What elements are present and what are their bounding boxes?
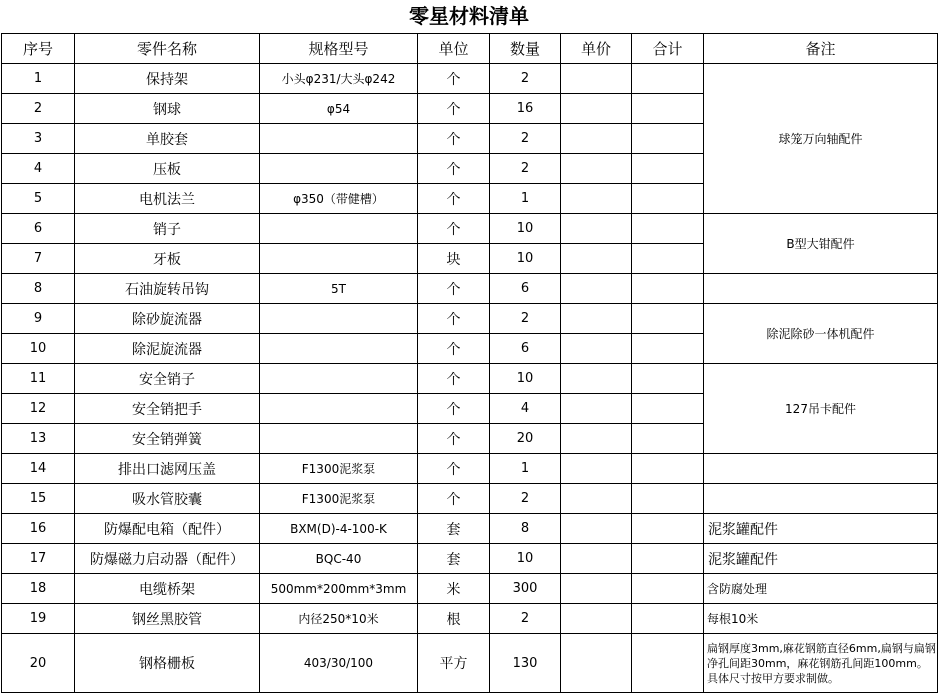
- cell-name[interactable]: 安全销弹簧: [75, 424, 260, 454]
- cell-unit[interactable]: 个: [418, 334, 490, 364]
- cell-seq[interactable]: 11: [2, 364, 75, 394]
- table-row: [2, 304, 938, 334]
- cell-total[interactable]: [632, 154, 704, 184]
- cell-unit[interactable]: 个: [418, 304, 490, 334]
- cell-name[interactable]: 电缆桥架: [75, 574, 260, 604]
- cell-price[interactable]: [561, 484, 632, 514]
- cell-price[interactable]: [561, 454, 632, 484]
- cell-spec[interactable]: 内径250*10米: [260, 604, 418, 634]
- cell-qty[interactable]: 2: [490, 64, 561, 94]
- cell-spec[interactable]: [260, 244, 418, 274]
- table-row: [2, 544, 938, 574]
- cell-price[interactable]: [561, 574, 632, 604]
- cell-name[interactable]: 钢格栅板: [75, 634, 260, 693]
- cell-unit[interactable]: 个: [418, 124, 490, 154]
- cell-qty[interactable]: 6: [490, 274, 561, 304]
- cell-unit[interactable]: 个: [418, 454, 490, 484]
- cell-seq[interactable]: 7: [2, 244, 75, 274]
- cell-price[interactable]: [561, 64, 632, 94]
- cell-price[interactable]: [561, 304, 632, 334]
- header-total[interactable]: 合计: [632, 34, 704, 64]
- cell-name[interactable]: 钢丝黑胶管: [75, 604, 260, 634]
- cell-seq[interactable]: 4: [2, 154, 75, 184]
- cell-total[interactable]: [632, 184, 704, 214]
- cell-price[interactable]: [561, 514, 632, 544]
- cell-qty[interactable]: 2: [490, 484, 561, 514]
- cell-total[interactable]: [632, 304, 704, 334]
- cell-unit[interactable]: 个: [418, 394, 490, 424]
- cell-note[interactable]: [704, 454, 938, 484]
- cell-qty[interactable]: 300: [490, 574, 561, 604]
- cell-qty[interactable]: 10: [490, 244, 561, 274]
- cell-total[interactable]: [632, 604, 704, 634]
- cell-unit[interactable]: 个: [418, 214, 490, 244]
- cell-unit[interactable]: 平方: [418, 634, 490, 693]
- cell-unit[interactable]: 块: [418, 244, 490, 274]
- cell-total[interactable]: [632, 94, 704, 124]
- cell-name[interactable]: 销子: [75, 214, 260, 244]
- cell-spec[interactable]: [260, 154, 418, 184]
- cell-seq[interactable]: 5: [2, 184, 75, 214]
- cell-total[interactable]: [632, 514, 704, 544]
- table-row: [2, 514, 938, 544]
- cell-price[interactable]: [561, 124, 632, 154]
- cell-note[interactable]: [704, 274, 938, 304]
- cell-note-group-4[interactable]: 127吊卡配件: [704, 364, 938, 454]
- cell-note-group-1[interactable]: 球笼万向轴配件: [704, 64, 938, 214]
- cell-name[interactable]: 安全销子: [75, 364, 260, 394]
- cell-note[interactable]: 含防腐处理: [704, 574, 938, 604]
- cell-total[interactable]: [632, 244, 704, 274]
- cell-price[interactable]: [561, 364, 632, 394]
- cell-qty[interactable]: 8: [490, 514, 561, 544]
- cell-qty[interactable]: 10: [490, 364, 561, 394]
- table-row: [2, 214, 938, 244]
- header-note[interactable]: 备注: [704, 34, 938, 64]
- cell-unit[interactable]: 个: [418, 94, 490, 124]
- cell-unit[interactable]: 个: [418, 274, 490, 304]
- cell-unit[interactable]: 套: [418, 544, 490, 574]
- cell-name[interactable]: 防爆配电箱（配件）: [75, 514, 260, 544]
- cell-spec[interactable]: [260, 124, 418, 154]
- cell-seq[interactable]: 17: [2, 544, 75, 574]
- cell-note-group-3[interactable]: 除泥除砂一体机配件: [704, 304, 938, 364]
- header-qty[interactable]: 数量: [490, 34, 561, 64]
- cell-price[interactable]: [561, 424, 632, 454]
- cell-seq[interactable]: 8: [2, 274, 75, 304]
- cell-note[interactable]: 每根10米: [704, 604, 938, 634]
- cell-seq[interactable]: 19: [2, 604, 75, 634]
- cell-name[interactable]: 除泥旋流器: [75, 334, 260, 364]
- cell-qty[interactable]: 2: [490, 604, 561, 634]
- cell-note[interactable]: 扁钢厚度3mm,麻花钢筋直径6mm,扁钢与扁钢净孔间距30mm，麻花钢筋孔间距100mm。具体尺寸按甲方要求制做。: [704, 634, 938, 693]
- cell-name[interactable]: 牙板: [75, 244, 260, 274]
- cell-spec[interactable]: φ350（带健槽）: [260, 184, 418, 214]
- cell-spec[interactable]: F1300泥浆泵: [260, 454, 418, 484]
- cell-total[interactable]: [632, 574, 704, 604]
- cell-name[interactable]: 安全销把手: [75, 394, 260, 424]
- cell-spec[interactable]: BXM(D)-4-100-K: [260, 514, 418, 544]
- header-name[interactable]: 零件名称: [75, 34, 260, 64]
- cell-unit[interactable]: 个: [418, 184, 490, 214]
- cell-total[interactable]: [632, 484, 704, 514]
- cell-qty[interactable]: 130: [490, 634, 561, 693]
- cell-unit[interactable]: 根: [418, 604, 490, 634]
- cell-total[interactable]: [632, 124, 704, 154]
- cell-note[interactable]: [704, 484, 938, 514]
- cell-total[interactable]: [632, 544, 704, 574]
- cell-seq[interactable]: 6: [2, 214, 75, 244]
- cell-name[interactable]: 石油旋转吊钩: [75, 274, 260, 304]
- table-row: [2, 454, 938, 484]
- cell-price[interactable]: [561, 244, 632, 274]
- cell-seq[interactable]: 12: [2, 394, 75, 424]
- cell-spec[interactable]: [260, 304, 418, 334]
- cell-qty[interactable]: 6: [490, 334, 561, 364]
- table-row: [2, 574, 938, 604]
- cell-total[interactable]: [632, 454, 704, 484]
- cell-qty[interactable]: 4: [490, 394, 561, 424]
- cell-name[interactable]: 钢球: [75, 94, 260, 124]
- cell-spec[interactable]: 5T: [260, 274, 418, 304]
- header-seq[interactable]: 序号: [2, 34, 75, 64]
- cell-seq[interactable]: 9: [2, 304, 75, 334]
- cell-spec[interactable]: 500mm*200mm*3mm: [260, 574, 418, 604]
- sheet-title: 零星材料清单: [409, 4, 529, 28]
- table-row: [2, 364, 938, 394]
- cell-price[interactable]: [561, 394, 632, 424]
- cell-note[interactable]: 泥浆罐配件: [704, 514, 938, 544]
- cell-total[interactable]: [632, 424, 704, 454]
- cell-name[interactable]: 除砂旋流器: [75, 304, 260, 334]
- cell-spec[interactable]: [260, 424, 418, 454]
- cell-total[interactable]: [632, 214, 704, 244]
- cell-unit[interactable]: 个: [418, 364, 490, 394]
- cell-qty[interactable]: 16: [490, 94, 561, 124]
- cell-price[interactable]: [561, 94, 632, 124]
- cell-note[interactable]: 泥浆罐配件: [704, 544, 938, 574]
- cell-name[interactable]: 单胶套: [75, 124, 260, 154]
- cell-seq[interactable]: 1: [2, 64, 75, 94]
- cell-unit[interactable]: 个: [418, 154, 490, 184]
- cell-spec[interactable]: [260, 214, 418, 244]
- cell-seq[interactable]: 18: [2, 574, 75, 604]
- cell-unit[interactable]: 个: [418, 424, 490, 454]
- cell-price[interactable]: [561, 274, 632, 304]
- cell-name[interactable]: 防爆磁力启动器（配件）: [75, 544, 260, 574]
- cell-seq[interactable]: 15: [2, 484, 75, 514]
- cell-seq[interactable]: 2: [2, 94, 75, 124]
- cell-name[interactable]: 排出口滤网压盖: [75, 454, 260, 484]
- cell-total[interactable]: [632, 334, 704, 364]
- cell-spec[interactable]: 小头φ231/大头φ242: [260, 64, 418, 94]
- materials-table: [1, 33, 938, 693]
- cell-spec[interactable]: 403/30/100: [260, 634, 418, 693]
- cell-price[interactable]: [561, 184, 632, 214]
- table-row: [2, 484, 938, 514]
- cell-qty[interactable]: 2: [490, 124, 561, 154]
- cell-seq[interactable]: 20: [2, 634, 75, 693]
- cell-name[interactable]: 吸水管胶囊: [75, 484, 260, 514]
- cell-unit[interactable]: 个: [418, 484, 490, 514]
- header-unit[interactable]: 单位: [418, 34, 490, 64]
- cell-qty[interactable]: 10: [490, 214, 561, 244]
- cell-name[interactable]: 电机法兰: [75, 184, 260, 214]
- cell-qty[interactable]: 2: [490, 304, 561, 334]
- cell-spec[interactable]: φ54: [260, 94, 418, 124]
- cell-price[interactable]: [561, 604, 632, 634]
- cell-price[interactable]: [561, 154, 632, 184]
- cell-unit[interactable]: 个: [418, 64, 490, 94]
- cell-price[interactable]: [561, 334, 632, 364]
- table-row: [2, 64, 938, 94]
- cell-price[interactable]: [561, 634, 632, 693]
- cell-note-group-2[interactable]: B型大钳配件: [704, 214, 938, 274]
- header-spec[interactable]: 规格型号: [260, 34, 418, 64]
- header-row: [2, 34, 938, 64]
- cell-qty[interactable]: 2: [490, 154, 561, 184]
- table-row: [2, 634, 938, 693]
- cell-total[interactable]: [632, 364, 704, 394]
- table-row: [2, 274, 938, 304]
- header-price[interactable]: 单价: [561, 34, 632, 64]
- cell-seq[interactable]: 3: [2, 124, 75, 154]
- cell-unit[interactable]: 米: [418, 574, 490, 604]
- cell-seq[interactable]: 14: [2, 454, 75, 484]
- cell-qty[interactable]: 10: [490, 544, 561, 574]
- cell-name[interactable]: 压板: [75, 154, 260, 184]
- cell-seq[interactable]: 13: [2, 424, 75, 454]
- cell-qty[interactable]: 20: [490, 424, 561, 454]
- cell-price[interactable]: [561, 544, 632, 574]
- table-row: [2, 604, 938, 634]
- cell-seq[interactable]: 10: [2, 334, 75, 364]
- cell-spec[interactable]: [260, 364, 418, 394]
- cell-total[interactable]: [632, 634, 704, 693]
- cell-spec[interactable]: F1300泥浆泵: [260, 484, 418, 514]
- cell-spec[interactable]: [260, 394, 418, 424]
- cell-total[interactable]: [632, 394, 704, 424]
- cell-spec[interactable]: BQC-40: [260, 544, 418, 574]
- cell-qty[interactable]: 1: [490, 184, 561, 214]
- cell-seq[interactable]: 16: [2, 514, 75, 544]
- cell-qty[interactable]: 1: [490, 454, 561, 484]
- cell-total[interactable]: [632, 64, 704, 94]
- cell-price[interactable]: [561, 214, 632, 244]
- cell-name[interactable]: 保持架: [75, 64, 260, 94]
- cell-spec[interactable]: [260, 334, 418, 364]
- cell-unit[interactable]: 套: [418, 514, 490, 544]
- cell-total[interactable]: [632, 274, 704, 304]
